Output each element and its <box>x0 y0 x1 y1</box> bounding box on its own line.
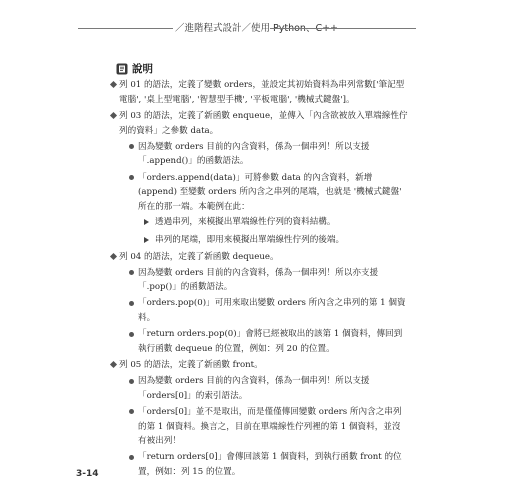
circle-bullet-icon <box>129 379 134 384</box>
page-number: 3-14 <box>76 469 99 479</box>
list-item: 「orders[0]」並不是取出，而是僅僅傳回變數 orders 所內含之串列的第 1 個資料。換言之，目前在單端線性佇列裡的第 1 個資料，並沒有被出列！ <box>96 405 408 449</box>
explanation-list <box>96 76 408 479</box>
header-rule-right <box>270 28 416 29</box>
list-item: 因為變數 orders 目前的內含資料，係為一個串列！所以支援「.append()」的函數語法。 <box>96 140 408 169</box>
triangle-bullet-icon <box>144 219 149 225</box>
list-item: 「return orders.pop(0)」會將已經被取出的該第 1 個資料，傳回到執行函數 dequeue 的位置，例如：列 20 的位置。 <box>96 327 408 356</box>
triangle-bullet-icon <box>144 237 149 243</box>
diamond-bullet-icon <box>110 81 117 88</box>
circle-bullet-icon <box>129 332 134 337</box>
list-item: 透過串列，來模擬出單端線性佇列的資料結構。 <box>96 215 408 230</box>
list-item: 因為變數 orders 目前的內含資料，係為一個串列！所以支援「orders[0]」的索引語法。 <box>96 374 408 403</box>
list-item: 串列的尾端，即用來模擬出單端線性佇列的後端。 <box>96 233 408 248</box>
circle-bullet-icon <box>129 409 134 414</box>
list-item: 列 04 的語法，定義了新函數 dequeue。 <box>96 250 408 265</box>
circle-bullet-icon <box>129 175 134 180</box>
list-item: 列 05 的語法，定義了新函數 front。 <box>96 358 408 373</box>
circle-bullet-icon <box>129 301 134 306</box>
diamond-bullet-icon <box>110 112 117 119</box>
list-item: 「return orders[0]」會傳回該第 1 個資料，到執行函數 front 的位置，例如：列 15 的位置。 <box>96 450 408 479</box>
list-item: 列 03 的語法，定義了新函數 enqueue，並傳入「內含欲被放入單端線性佇列的資料」之參數 data。 <box>96 109 408 138</box>
list-item: 列 01 的語法，定義了變數 orders，並設定其初始資料為串列常數['筆記型電腦', '桌上型電腦', '智慧型手機', '平板電腦', '機械式鍵盤']。 <box>96 78 408 107</box>
header-rule-left <box>78 28 173 29</box>
list-item: 因為變數 orders 目前的內含資料，係為一個串列！所以亦支援「.pop()」的函數語法。 <box>96 266 408 295</box>
circle-bullet-icon <box>129 455 134 460</box>
list-item: 「orders.append(data)」可將參數 data 的內含資料，新增 (append) 至變數 orders 所內含之串列的尾端，也就是 '機械式鍵盤' 所在的那一端。本範例在此： <box>96 171 408 215</box>
circle-bullet-icon <box>129 144 134 149</box>
note-icon <box>116 63 128 75</box>
circle-bullet-icon <box>129 270 134 275</box>
diamond-bullet-icon <box>110 361 117 368</box>
running-header: ／進階程式設計／使用 Python、C++ <box>175 23 339 34</box>
list-item: 「orders.pop(0)」可用來取出變數 orders 所內含之串列的第 1 個資料。 <box>96 296 408 325</box>
diamond-bullet-icon <box>110 252 117 259</box>
note-heading-label: 說明 <box>132 63 153 75</box>
note-heading <box>116 61 153 76</box>
